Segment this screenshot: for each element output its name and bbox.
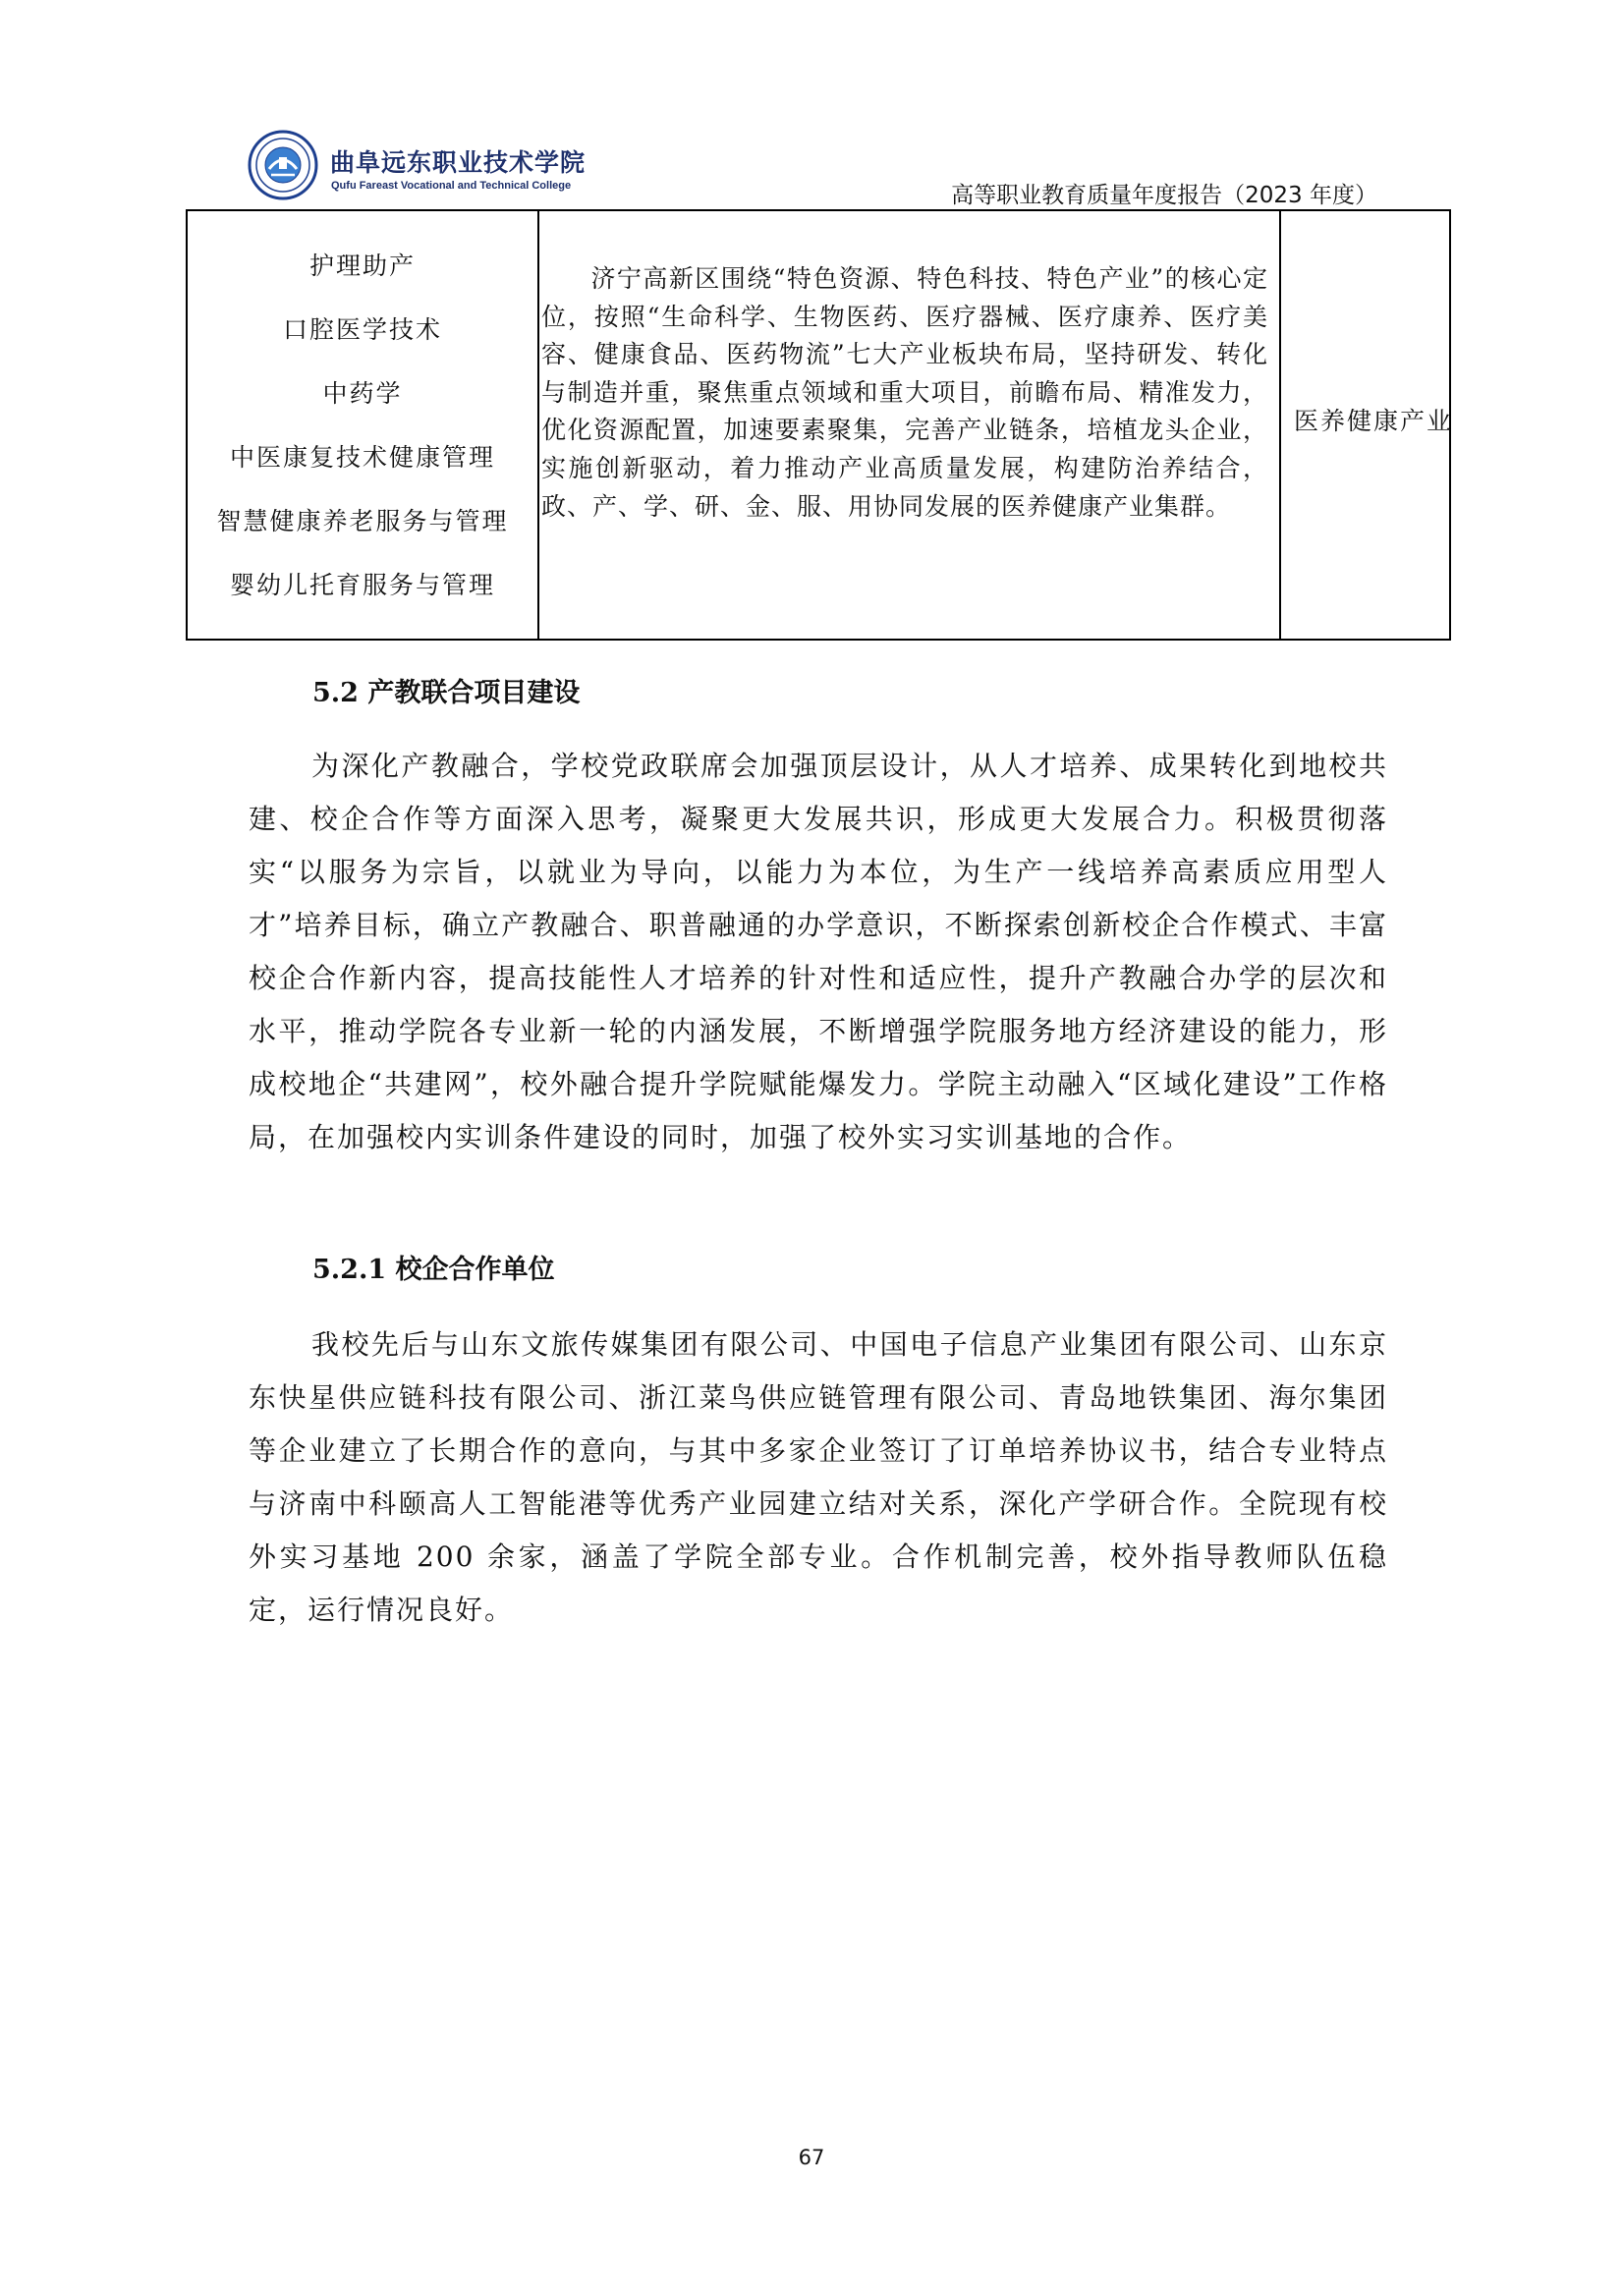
industry-cell: 医养健康产业 (1294, 407, 1454, 435)
major-item: 智慧健康养老服务与管理 (216, 507, 509, 535)
subsection-paragraph: 我校先后与山东文旅传媒集团有限公司、中国电子信息产业集团有限公司、山东京东快星供应链科技有限公司、浙江菜鸟供应链管理有限公司、青岛地铁集团、海尔集团等企业建立了长期合作的意向，与其中多家企业签订了订单培养协议书，结合专业特点与济南中科颐高人工智能港等优秀产业园建立结对关系，深化产学研合作。全院现有校外实习基地 200 余家，涵盖了学院全部专业。合作机制完善，校外指导教师队伍稳定，运行情况良好。 (249, 1328, 1388, 1626)
majors-cell (188, 211, 537, 639)
section-paragraph: 为深化产教融合，学校党政联席会加强顶层设计，从人才培养、成果转化到地校共建、校企合作等方面深入思考，凝聚更大发展共识，形成更大发展合力。积极贯彻落实“以服务为宗旨，以就业为导向，以能力为本位，为生产一线培养高素质应用型人才”培养目标，确立产教融合、职普融通的办学意识，不断探索创新校企合作模式、丰富校企合作新内容，提高技能性人才培养的针对性和适应性，提升产教融合办学的层次和水平，推动学院各专业新一轮的内涵发展，不断增强学院服务地方经济建设的能力，形成校地企“共建网”，校外融合提升学院赋能爆发力。学院主动融入“区域化建设”工作格局，在加强校内实训条件建设的同时，加强了校外实习实训基地的合作。 (249, 750, 1388, 1153)
subsection-heading: 5.2.1 校企合作单位 (312, 1255, 555, 1285)
college-logo (248, 130, 318, 200)
major-item: 中药学 (322, 379, 403, 408)
major-item: 口腔医学技术 (282, 315, 442, 344)
school-name-en: Qufu Fareast Vocational and Technical College (331, 180, 572, 192)
major-item: 护理助产 (308, 252, 416, 280)
column-divider (1279, 211, 1281, 639)
page-number: 67 (798, 2146, 825, 2169)
report-title: 高等职业教育质量年度报告（2023 年度） (951, 183, 1377, 208)
industry-description-cell (541, 260, 1268, 526)
major-item: 婴幼儿托育服务与管理 (229, 571, 495, 599)
major-item: 中医康复技术健康管理 (229, 443, 495, 472)
school-name-cn: 曲阜远东职业技术学院 (330, 148, 587, 177)
industry-description: 济宁高新区围绕“特色资源、特色科技、特色产业”的核心定位，按照“生命科学、生物医药、医疗器械、医疗康养、医疗美容、健康食品、医药物流”七大产业板块布局，坚持研发、转化与制造并重，聚焦重点领域和重大项目，前瞻布局、精准发力，优化资源配置，加速要素聚集，完善产业链条，培植龙头企业，实施创新驱动，着力推动产业高质量发展，构建防治养结合，政、产、学、研、金、服、用协同发展的医养健康产业集群。 (541, 264, 1268, 521)
industry-table (186, 209, 1454, 641)
section-heading: 5.2 产教联合项目建设 (312, 678, 581, 708)
column-divider (537, 211, 539, 639)
